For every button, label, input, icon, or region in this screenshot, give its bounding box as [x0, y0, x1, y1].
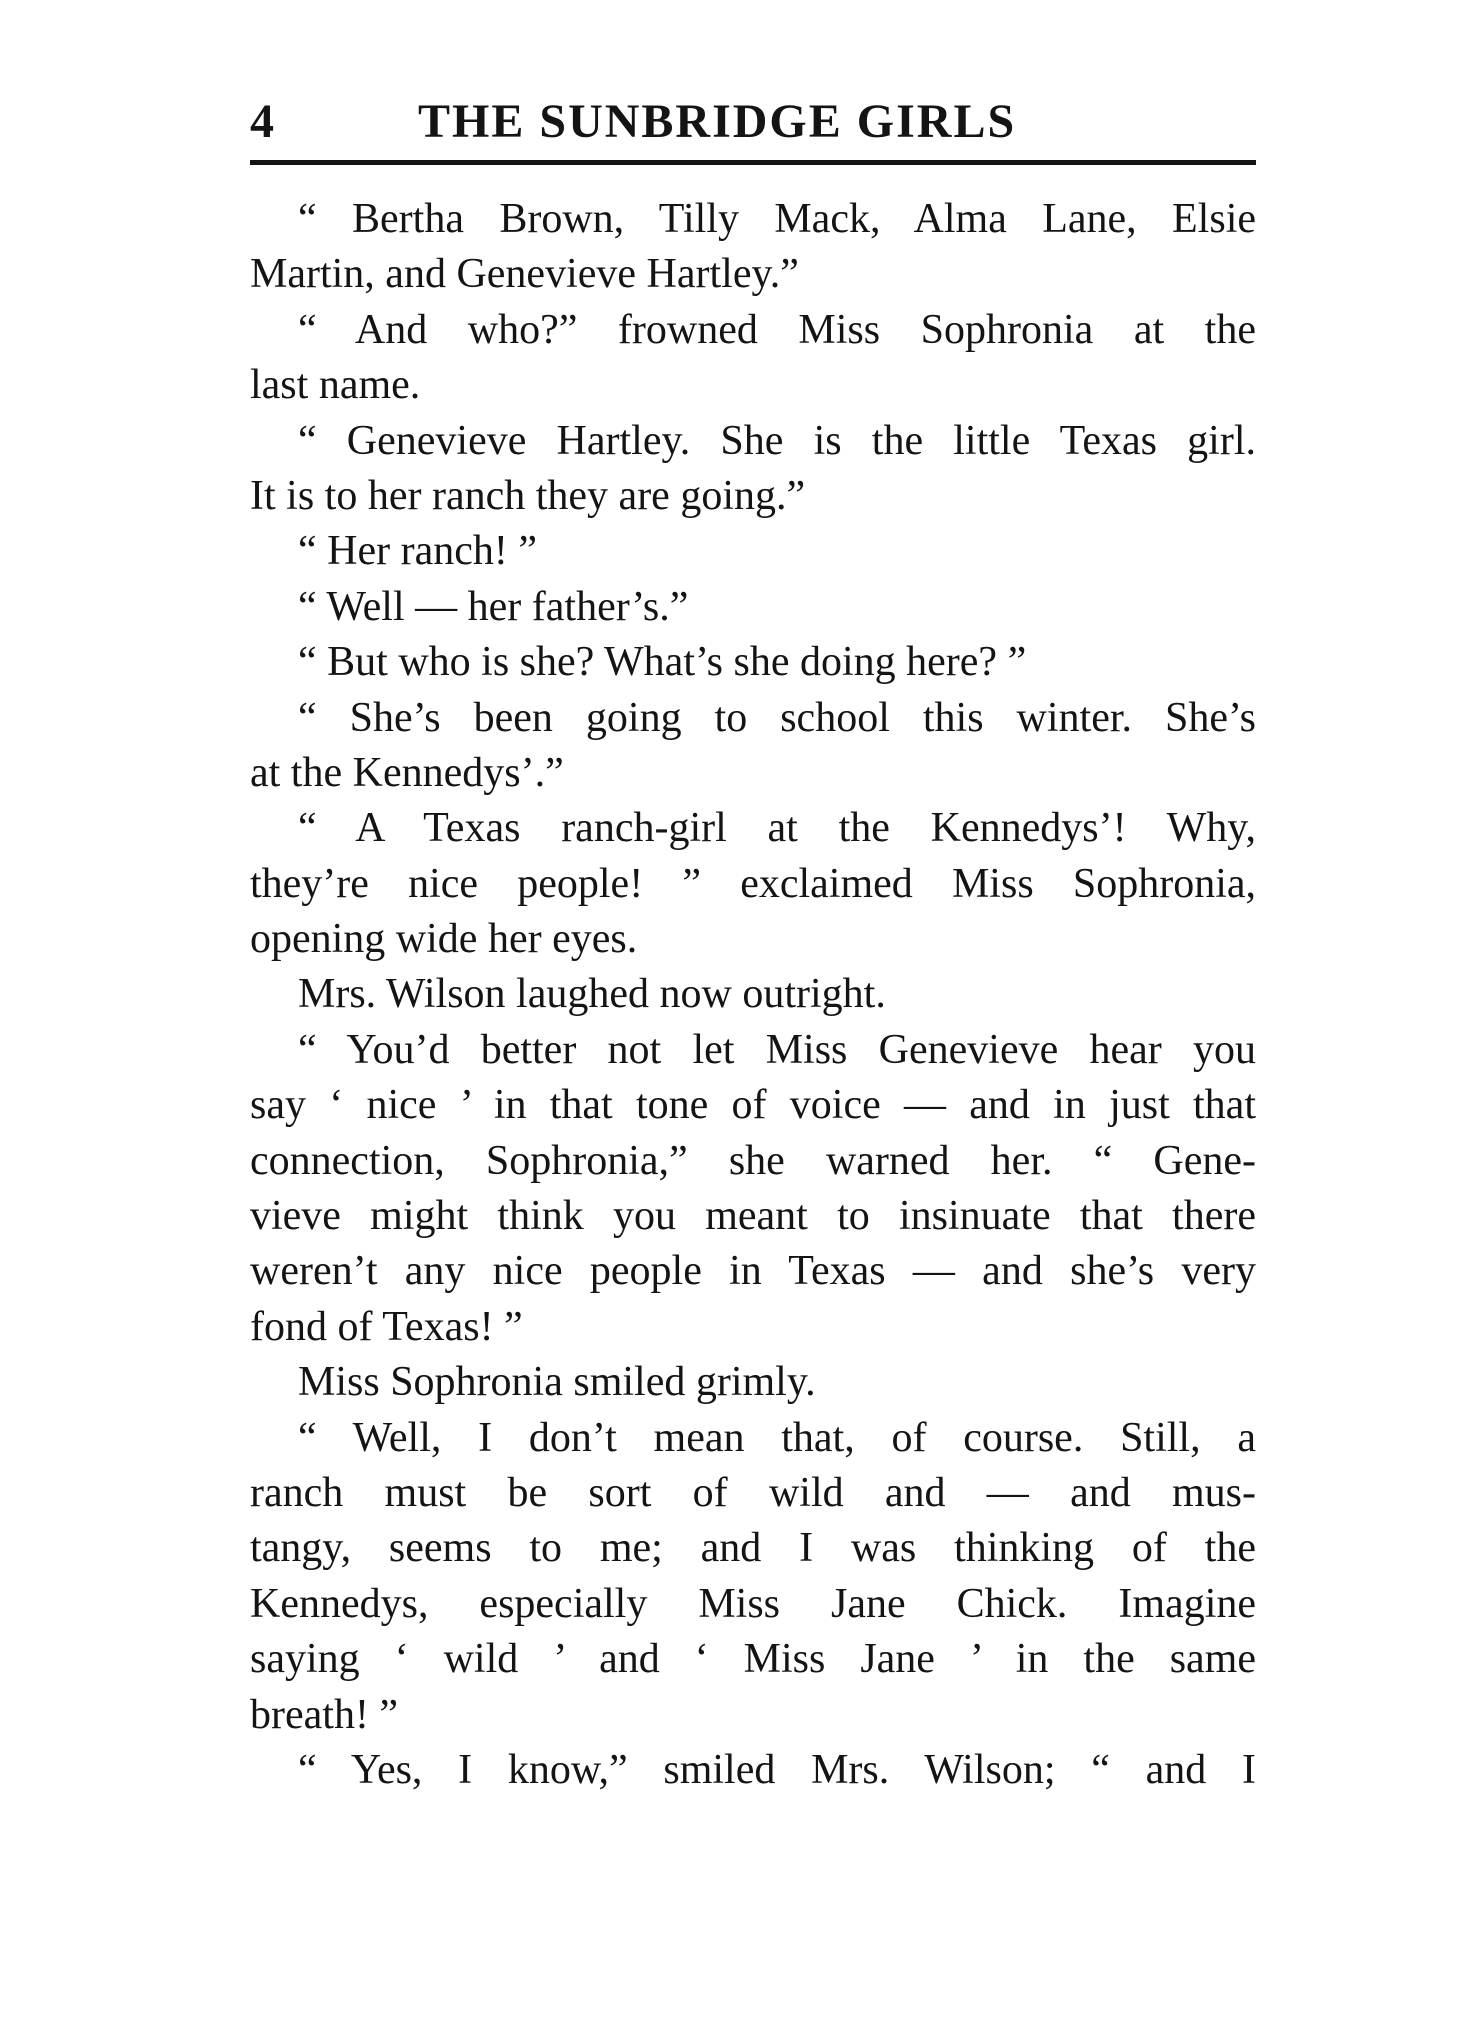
text-line: Kennedys, especially Miss Jane Chick. Imagine [250, 1580, 1256, 1627]
text-line: “ And who?” frowned Miss Sophronia at the [298, 306, 1256, 353]
page-number: 4 [250, 95, 274, 148]
text-line: “ Bertha Brown, Tilly Mack, Alma Lane, Elsie [298, 196, 1256, 242]
text-line: opening wide her eyes. [250, 916, 638, 963]
header-rule [250, 160, 1256, 165]
running-header [250, 92, 1256, 152]
text-line: “ A Texas ranch-girl at the Kennedys’! Why, [298, 805, 1256, 852]
text-line: last name. [250, 362, 421, 409]
running-title: THE SUNBRIDGE GIRLS [418, 95, 1017, 148]
text-line: “ Well — her father’s.” [298, 583, 689, 630]
text-line: they’re nice people! ” exclaimed Miss Sophronia, [250, 860, 1256, 907]
text-line: connection, Sophronia,” she warned her. “ Gene- [250, 1137, 1256, 1184]
text-line: vieve might think you meant to insinuate that there [250, 1193, 1256, 1240]
text-line: Martin, and Genevieve Hartley.” [250, 251, 799, 298]
text-line: fond of Texas! ” [250, 1303, 523, 1350]
text-line: “ Her ranch! ” [298, 528, 537, 575]
text-line: “ She’s been going to school this winter. She’s [298, 694, 1256, 741]
body-text [250, 192, 1256, 1798]
text-line: “ But who is she? What’s she doing here? ” [298, 639, 1027, 686]
text-line: ranch must be sort of wild and — and mus- [250, 1469, 1256, 1516]
text-line: “ Well, I don’t mean that, of course. Still, a [298, 1414, 1256, 1461]
text-line: tangy, seems to me; and I was thinking of the [250, 1525, 1256, 1572]
text-line: breath! ” [250, 1691, 399, 1738]
text-line: saying ‘ wild ’ and ‘ Miss Jane ’ in the same [250, 1636, 1256, 1683]
text-line: “ You’d better not let Miss Genevieve hear you [298, 1026, 1256, 1073]
text-line: weren’t any nice people in Texas — and she’s very [250, 1248, 1256, 1295]
text-line: Mrs. Wilson laughed now outright. [298, 971, 886, 1018]
text-line: “ Yes, I know,” smiled Mrs. Wilson; “ and I [298, 1746, 1256, 1793]
text-line: Miss Sophronia smiled grimly. [298, 1359, 816, 1406]
text-line: say ‘ nice ’ in that tone of voice — and in just that [250, 1082, 1256, 1129]
text-line: “ Genevieve Hartley. She is the little Texas girl. [298, 417, 1256, 464]
text-line: at the Kennedys’.” [250, 749, 564, 796]
text-line: It is to her ranch they are going.” [250, 472, 806, 519]
